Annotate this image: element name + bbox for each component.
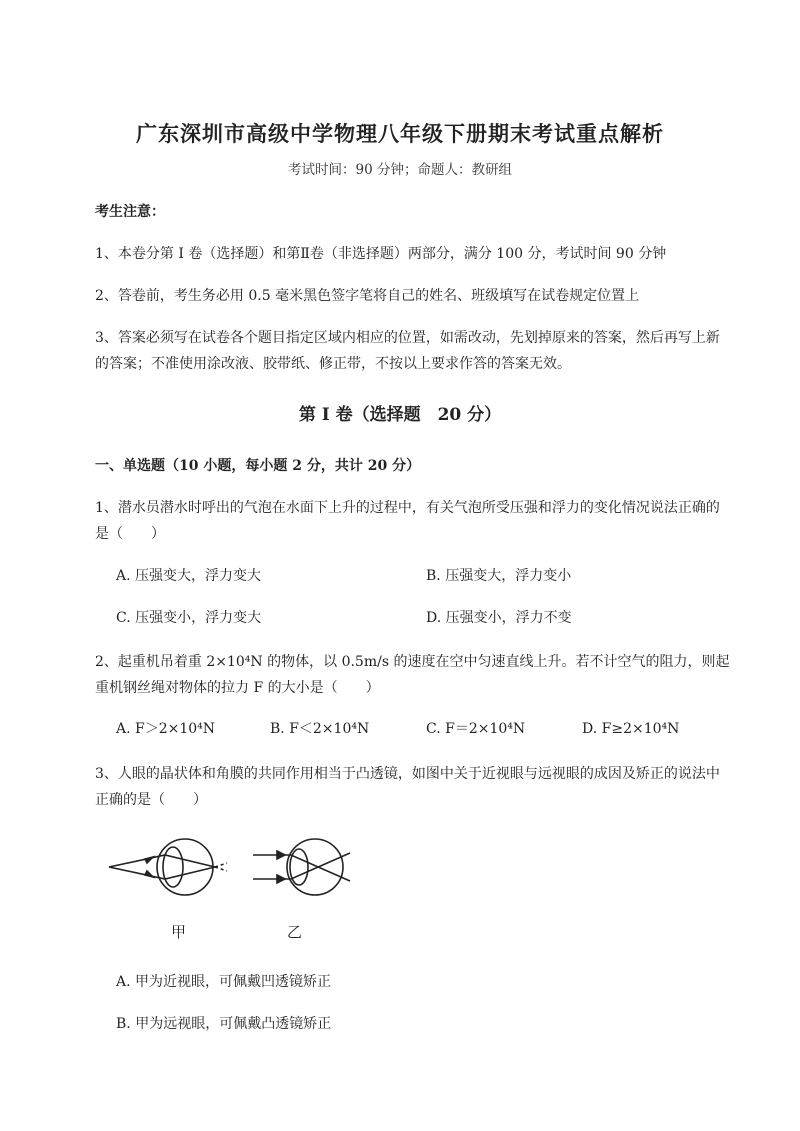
question-1-option-a[interactable]: A. 压强变大，浮力变大	[116, 568, 262, 584]
eye-diagram-figure	[105, 835, 365, 945]
question-3-stem: 3、人眼的晶状体和角膜的共同作用相当于凸透镜，如图中关于近视眼与远视眼的成因及矫正的说法中	[95, 766, 720, 782]
part-heading: 一、单选题（10 小题，每小题 2 分，共计 20 分）	[95, 458, 421, 474]
notice-item-3-cont: 的答案；不准使用涂改液、胶带纸、修正带，不按以上要求作答的答案无效。	[95, 356, 571, 372]
question-1-option-d[interactable]: D. 压强变小，浮力不变	[426, 610, 572, 626]
exam-subtitle: 考试时间：90 分钟；命题人：教研组	[288, 162, 512, 178]
question-2-stem-cont: 重机钢丝绳对物体的拉力 F 的大小是（ ）	[95, 680, 380, 696]
eye-diagram-svg	[105, 835, 365, 945]
question-3-option-b[interactable]: B. 甲为远视眼，可佩戴凸透镜矫正	[116, 1016, 332, 1032]
notice-heading: 考生注意：	[95, 204, 165, 220]
figure-label-jia: 甲	[171, 923, 187, 941]
question-3-option-a[interactable]: A. 甲为近视眼，可佩戴凹透镜矫正	[116, 974, 332, 990]
section-title: 第 I 卷（选择题 20 分）	[298, 405, 502, 425]
notice-item-3: 3、答案必须写在试卷各个题目指定区域内相应的位置，如需改动，先划掉原来的答案，然后再写上新	[95, 330, 720, 346]
question-2-option-c[interactable]: C. F＝2×10⁴N	[426, 721, 526, 737]
question-1-option-b[interactable]: B. 压强变大，浮力变小	[426, 568, 572, 584]
notice-item-2: 2、答卷前，考生务必用 0.5 毫米黑色签字笔将自己的姓名、班级填写在试卷规定位置上	[95, 288, 640, 304]
question-1-stem: 1、潜水员潜水时呼出的气泡在水面下上升的过程中，有关气泡所受压强和浮力的变化情况说法正确的	[95, 500, 720, 516]
eye-jia-drawing	[109, 839, 227, 895]
figure-label-yi: 乙	[287, 923, 303, 941]
notice-item-1: 1、本卷分第 I 卷（选择题）和第Ⅱ卷（非选择题）两部分，满分 100 分，考试时间 90 分钟	[95, 246, 667, 262]
question-2-option-d[interactable]: D. F≥2×10⁴N	[582, 721, 680, 737]
question-1-stem-cont: 是（ ）	[95, 526, 165, 542]
question-3-stem-cont: 正确的是（ ）	[95, 792, 207, 808]
question-2-option-b[interactable]: B. F＜2×10⁴N	[270, 721, 370, 737]
question-2-stem: 2、起重机吊着重 2×10⁴N 的物体，以 0.5m/s 的速度在空中匀速直线上升。若不计空气的阻力，则起	[95, 654, 730, 670]
question-2-option-a[interactable]: A. F＞2×10⁴N	[116, 721, 216, 737]
question-1-option-c[interactable]: C. 压强变小，浮力变大	[116, 610, 262, 626]
eye-yi-drawing	[253, 839, 350, 895]
exam-title: 广东深圳市高级中学物理八年级下册期末考试重点解析	[136, 121, 664, 146]
